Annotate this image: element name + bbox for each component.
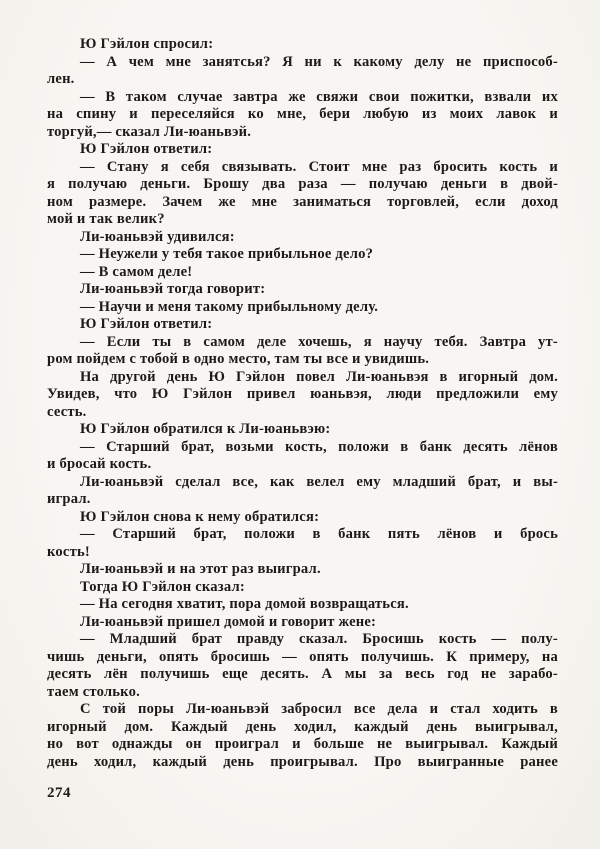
text-line: Ли-юаньвэй сделал все, как велел ему младший брат, и вы- xyxy=(80,473,558,490)
paragraph xyxy=(47,421,558,439)
paragraph xyxy=(47,701,558,771)
paragraph xyxy=(47,299,558,317)
text-line: — Если ты в самом деле хочешь, я научу тебя. Завтра ут- xyxy=(80,333,558,350)
paragraph xyxy=(47,246,558,264)
text-line: игорный дом. Каждый день ходил, каждый день выигрывал, xyxy=(47,718,558,735)
paragraph xyxy=(47,229,558,247)
text-line: Ю Гэйлон снова к нему обратился: xyxy=(80,508,320,525)
text-line: — Научи и меня такому прибыльному делу. xyxy=(80,298,379,315)
text-line: торгуй,— сказал Ли-юаньвэй. xyxy=(47,123,252,140)
text-line: — В таком случае завтра же свяжи свои пожитки, взвали их xyxy=(80,88,558,105)
text-line: С той поры Ли-юаньвэй забросил все дела и стал ходить в xyxy=(80,701,558,717)
text-line: Ю Гэйлон ответил: xyxy=(80,141,213,157)
text-line: Увидев, что Ю Гэйлон привел юаньвэя, люди предложили ему xyxy=(47,386,558,402)
text-line: но вот однажды он проиграл и больше не выигрывал. Каждый xyxy=(47,736,558,752)
text-line: на спину и переселяйся ко мне, бери любую из моих лавок и xyxy=(47,106,558,122)
text-line: ном размере. Зачем же мне заниматься торговлей, если доход xyxy=(47,193,558,210)
text-line: Ли-юаньвэй и на этот раз выиграл. xyxy=(80,561,321,577)
text-line: играл. xyxy=(47,491,91,507)
paragraph xyxy=(47,36,558,54)
paragraph xyxy=(47,159,558,229)
paragraph xyxy=(47,141,558,159)
paragraph xyxy=(47,439,558,474)
paragraph xyxy=(47,54,558,89)
text-line: день ходил, каждый день проигрывал. Про выигранные ранее xyxy=(47,753,558,770)
text-line: десять лён получишь еще десять. А мы за весь год не зарабо- xyxy=(47,666,558,682)
text-line: Тогда Ю Гэйлон сказал: xyxy=(80,578,245,595)
text-line: таем столько. xyxy=(47,683,140,700)
text-line: и бросай кость. xyxy=(47,456,152,472)
paragraph xyxy=(47,369,558,422)
text-line: чишь деньги, опять бросишь — опять получишь. К примеру, на xyxy=(47,648,558,665)
text-line: Ю Гэйлон спросил: xyxy=(80,36,214,52)
paragraph xyxy=(47,334,558,369)
page-text xyxy=(47,36,558,771)
paragraph xyxy=(47,264,558,282)
text-line: Ли-юаньвэй пришел домой и говорит жене: xyxy=(80,613,377,630)
text-line: Ли-юаньвэй тогда говорит: xyxy=(80,281,266,297)
text-line: сесть. xyxy=(47,403,87,420)
text-line: — А чем мне занятсья? Я ни к какому делу не приспособ- xyxy=(80,53,558,70)
text-line: — На сегодня хватит, пора домой возвращаться. xyxy=(80,596,409,612)
text-line: Ю Гэйлон ответил: xyxy=(80,316,213,332)
text-line: лен. xyxy=(47,71,75,87)
text-line: На другой день Ю Гэйлон повел Ли-юаньвэя в игорный дом. xyxy=(80,368,558,385)
text-line: кость! xyxy=(47,543,90,560)
paragraph xyxy=(47,561,558,579)
paragraph xyxy=(47,596,558,614)
text-line: я получаю деньги. Брошу два раза — получаю деньги в двой- xyxy=(47,176,558,192)
text-line: — В самом деле! xyxy=(80,263,193,280)
text-line: — Старший брат, возьми кость, положи в банк десять лёнов xyxy=(80,438,558,455)
paragraph xyxy=(47,89,558,142)
text-line: ром пойдем с тобой в одно место, там ты все и увидишь. xyxy=(47,351,430,367)
paragraph xyxy=(47,509,558,527)
text-line: Ю Гэйлон обратился к Ли-юаньвэю: xyxy=(80,421,331,437)
page-number: 274 xyxy=(47,785,71,801)
paragraph xyxy=(47,316,558,334)
paragraph xyxy=(47,631,558,701)
text-line: Ли-юаньвэй удивился: xyxy=(80,228,235,245)
paragraph xyxy=(47,579,558,597)
paragraph xyxy=(47,526,558,561)
text-line: — Младший брат правду сказал. Бросишь кость — полу- xyxy=(80,631,558,647)
text-line: мой и так велик? xyxy=(47,211,165,227)
text-line: — Неужели у тебя такое прибыльное дело? xyxy=(80,246,374,262)
paragraph xyxy=(47,614,558,632)
text-line: — Старший брат, положи в банк пять лёнов и брось xyxy=(80,526,558,542)
paragraph xyxy=(47,474,558,509)
paragraph xyxy=(47,281,558,299)
text-line: — Стану я себя связывать. Стоит мне раз бросить кость и xyxy=(80,158,558,175)
